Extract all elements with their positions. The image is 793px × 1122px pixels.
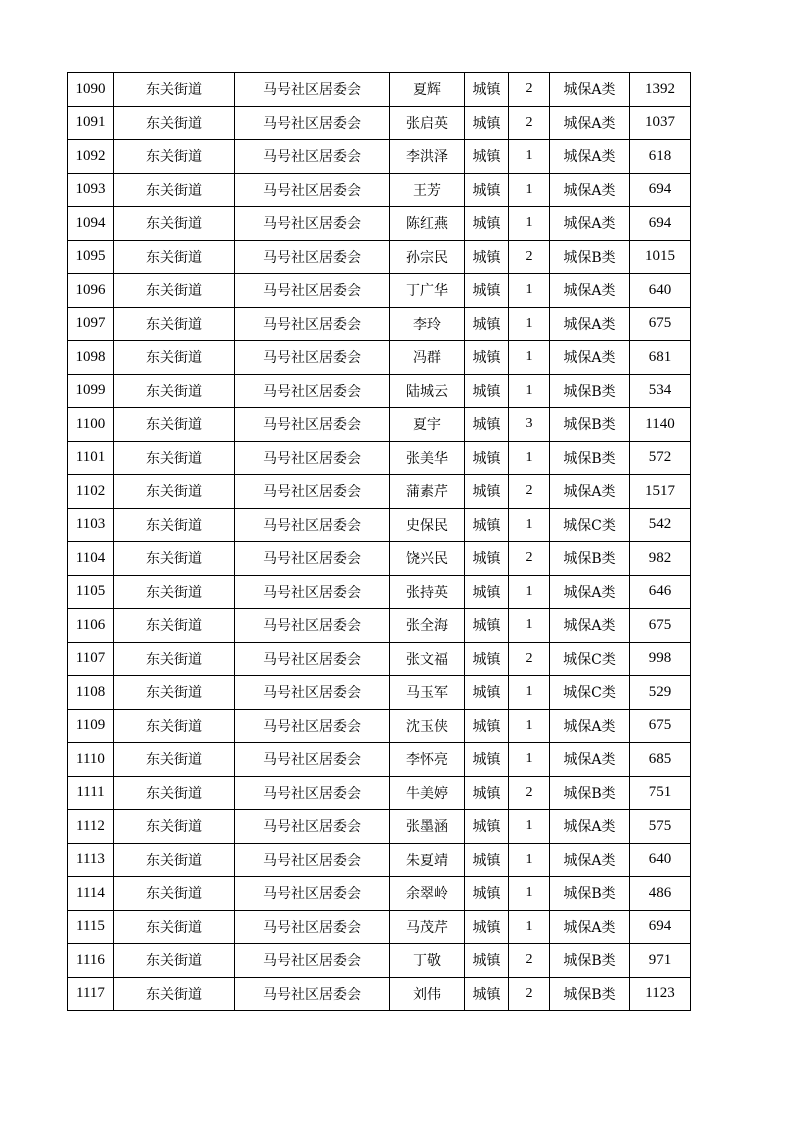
table-row (68, 843, 691, 877)
category-cell: 城保A类 (550, 173, 630, 207)
amount-cell: 529 (630, 676, 691, 710)
amount-cell: 675 (630, 307, 691, 341)
area-type-cell: 城镇 (465, 642, 509, 676)
street-cell: 东关街道 (114, 709, 235, 743)
household-size-cell: 1 (509, 274, 550, 308)
amount-cell: 694 (630, 173, 691, 207)
community-cell: 马号社区居委会 (235, 207, 390, 241)
amount-cell: 982 (630, 542, 691, 576)
area-type-cell: 城镇 (465, 441, 509, 475)
amount-cell: 685 (630, 743, 691, 777)
street-cell: 东关街道 (114, 475, 235, 509)
area-type-cell: 城镇 (465, 274, 509, 308)
name-cell: 张持英 (390, 575, 465, 609)
amount-cell: 575 (630, 810, 691, 844)
table-row (68, 73, 691, 107)
community-cell: 马号社区居委会 (235, 709, 390, 743)
area-type-cell: 城镇 (465, 207, 509, 241)
row-number-cell: 1110 (68, 743, 114, 777)
area-type-cell: 城镇 (465, 508, 509, 542)
row-number-cell: 1104 (68, 542, 114, 576)
household-size-cell: 1 (509, 140, 550, 174)
row-number-cell: 1094 (68, 207, 114, 241)
name-cell: 蒲素芹 (390, 475, 465, 509)
row-number-cell: 1106 (68, 609, 114, 643)
name-cell: 张美华 (390, 441, 465, 475)
row-number-cell: 1107 (68, 642, 114, 676)
street-cell: 东关街道 (114, 843, 235, 877)
amount-cell: 1015 (630, 240, 691, 274)
street-cell: 东关街道 (114, 140, 235, 174)
community-cell: 马号社区居委会 (235, 977, 390, 1011)
community-cell: 马号社区居委会 (235, 508, 390, 542)
name-cell: 马玉军 (390, 676, 465, 710)
community-cell: 马号社区居委会 (235, 776, 390, 810)
row-number-cell: 1101 (68, 441, 114, 475)
row-number-cell: 1100 (68, 408, 114, 442)
name-cell: 孙宗民 (390, 240, 465, 274)
table-row (68, 709, 691, 743)
area-type-cell: 城镇 (465, 542, 509, 576)
street-cell: 东关街道 (114, 542, 235, 576)
name-cell: 冯群 (390, 341, 465, 375)
row-number-cell: 1111 (68, 776, 114, 810)
community-cell: 马号社区居委会 (235, 810, 390, 844)
household-size-cell: 2 (509, 542, 550, 576)
table-row (68, 575, 691, 609)
area-type-cell: 城镇 (465, 944, 509, 978)
area-type-cell: 城镇 (465, 743, 509, 777)
area-type-cell: 城镇 (465, 240, 509, 274)
row-number-cell: 1105 (68, 575, 114, 609)
name-cell: 史保民 (390, 508, 465, 542)
category-cell: 城保C类 (550, 676, 630, 710)
community-cell: 马号社区居委会 (235, 240, 390, 274)
community-cell: 马号社区居委会 (235, 575, 390, 609)
household-size-cell: 1 (509, 609, 550, 643)
category-cell: 城保A类 (550, 575, 630, 609)
street-cell: 东关街道 (114, 341, 235, 375)
area-type-cell: 城镇 (465, 341, 509, 375)
name-cell: 张文福 (390, 642, 465, 676)
category-cell: 城保B类 (550, 542, 630, 576)
row-number-cell: 1096 (68, 274, 114, 308)
amount-cell: 1140 (630, 408, 691, 442)
community-cell: 马号社区居委会 (235, 140, 390, 174)
category-cell: 城保B类 (550, 240, 630, 274)
table-row (68, 441, 691, 475)
amount-cell: 681 (630, 341, 691, 375)
community-cell: 马号社区居委会 (235, 609, 390, 643)
community-cell: 马号社区居委会 (235, 877, 390, 911)
row-number-cell: 1109 (68, 709, 114, 743)
street-cell: 东关街道 (114, 877, 235, 911)
category-cell: 城保A类 (550, 910, 630, 944)
street-cell: 东关街道 (114, 944, 235, 978)
area-type-cell: 城镇 (465, 307, 509, 341)
table-row (68, 542, 691, 576)
amount-cell: 572 (630, 441, 691, 475)
row-number-cell: 1114 (68, 877, 114, 911)
row-number-cell: 1099 (68, 374, 114, 408)
household-size-cell: 2 (509, 944, 550, 978)
name-cell: 刘伟 (390, 977, 465, 1011)
community-cell: 马号社区居委会 (235, 408, 390, 442)
household-size-cell: 1 (509, 877, 550, 911)
area-type-cell: 城镇 (465, 475, 509, 509)
assistance-roster-table (67, 72, 691, 1011)
area-type-cell: 城镇 (465, 877, 509, 911)
street-cell: 东关街道 (114, 408, 235, 442)
community-cell: 马号社区居委会 (235, 441, 390, 475)
name-cell: 牛美婷 (390, 776, 465, 810)
name-cell: 朱夏靖 (390, 843, 465, 877)
category-cell: 城保B类 (550, 441, 630, 475)
category-cell: 城保A类 (550, 140, 630, 174)
area-type-cell: 城镇 (465, 106, 509, 140)
street-cell: 东关街道 (114, 106, 235, 140)
amount-cell: 534 (630, 374, 691, 408)
table-row (68, 307, 691, 341)
table-row (68, 877, 691, 911)
row-number-cell: 1115 (68, 910, 114, 944)
table-row (68, 508, 691, 542)
row-number-cell: 1113 (68, 843, 114, 877)
street-cell: 东关街道 (114, 743, 235, 777)
row-number-cell: 1116 (68, 944, 114, 978)
amount-cell: 646 (630, 575, 691, 609)
table-row (68, 776, 691, 810)
household-size-cell: 1 (509, 709, 550, 743)
name-cell: 夏辉 (390, 73, 465, 107)
category-cell: 城保A类 (550, 73, 630, 107)
name-cell: 张全海 (390, 609, 465, 643)
household-size-cell: 1 (509, 341, 550, 375)
household-size-cell: 1 (509, 508, 550, 542)
row-number-cell: 1095 (68, 240, 114, 274)
area-type-cell: 城镇 (465, 609, 509, 643)
name-cell: 饶兴民 (390, 542, 465, 576)
category-cell: 城保A类 (550, 475, 630, 509)
amount-cell: 618 (630, 140, 691, 174)
table-row (68, 810, 691, 844)
row-number-cell: 1097 (68, 307, 114, 341)
name-cell: 李洪泽 (390, 140, 465, 174)
household-size-cell: 2 (509, 642, 550, 676)
amount-cell: 1037 (630, 106, 691, 140)
row-number-cell: 1112 (68, 810, 114, 844)
street-cell: 东关街道 (114, 977, 235, 1011)
community-cell: 马号社区居委会 (235, 73, 390, 107)
name-cell: 张墨涵 (390, 810, 465, 844)
household-size-cell: 1 (509, 743, 550, 777)
household-size-cell: 1 (509, 676, 550, 710)
category-cell: 城保B类 (550, 944, 630, 978)
household-size-cell: 1 (509, 843, 550, 877)
category-cell: 城保B类 (550, 776, 630, 810)
category-cell: 城保A类 (550, 341, 630, 375)
category-cell: 城保B类 (550, 374, 630, 408)
amount-cell: 542 (630, 508, 691, 542)
name-cell: 夏宇 (390, 408, 465, 442)
household-size-cell: 1 (509, 207, 550, 241)
name-cell: 李玲 (390, 307, 465, 341)
table-row (68, 173, 691, 207)
table-row (68, 642, 691, 676)
amount-cell: 998 (630, 642, 691, 676)
amount-cell: 640 (630, 274, 691, 308)
street-cell: 东关街道 (114, 642, 235, 676)
community-cell: 马号社区居委会 (235, 743, 390, 777)
row-number-cell: 1098 (68, 341, 114, 375)
household-size-cell: 1 (509, 441, 550, 475)
name-cell: 李怀亮 (390, 743, 465, 777)
area-type-cell: 城镇 (465, 408, 509, 442)
table-row (68, 944, 691, 978)
community-cell: 马号社区居委会 (235, 374, 390, 408)
area-type-cell: 城镇 (465, 910, 509, 944)
category-cell: 城保A类 (550, 609, 630, 643)
category-cell: 城保A类 (550, 810, 630, 844)
table-row (68, 106, 691, 140)
category-cell: 城保A类 (550, 709, 630, 743)
area-type-cell: 城镇 (465, 575, 509, 609)
household-size-cell: 2 (509, 776, 550, 810)
street-cell: 东关街道 (114, 609, 235, 643)
household-size-cell: 1 (509, 575, 550, 609)
table-row (68, 475, 691, 509)
community-cell: 马号社区居委会 (235, 106, 390, 140)
row-number-cell: 1093 (68, 173, 114, 207)
community-cell: 马号社区居委会 (235, 173, 390, 207)
name-cell: 张启英 (390, 106, 465, 140)
area-type-cell: 城镇 (465, 173, 509, 207)
row-number-cell: 1103 (68, 508, 114, 542)
community-cell: 马号社区居委会 (235, 843, 390, 877)
row-number-cell: 1090 (68, 73, 114, 107)
table-row (68, 408, 691, 442)
category-cell: 城保A类 (550, 743, 630, 777)
table-row (68, 374, 691, 408)
category-cell: 城保B类 (550, 408, 630, 442)
table-row (68, 274, 691, 308)
name-cell: 王芳 (390, 173, 465, 207)
area-type-cell: 城镇 (465, 676, 509, 710)
amount-cell: 640 (630, 843, 691, 877)
street-cell: 东关街道 (114, 307, 235, 341)
table-body (68, 73, 691, 1011)
household-size-cell: 2 (509, 977, 550, 1011)
area-type-cell: 城镇 (465, 843, 509, 877)
community-cell: 马号社区居委会 (235, 910, 390, 944)
table-row (68, 207, 691, 241)
amount-cell: 1392 (630, 73, 691, 107)
name-cell: 丁广华 (390, 274, 465, 308)
category-cell: 城保C类 (550, 642, 630, 676)
street-cell: 东关街道 (114, 207, 235, 241)
street-cell: 东关街道 (114, 441, 235, 475)
household-size-cell: 2 (509, 73, 550, 107)
community-cell: 马号社区居委会 (235, 307, 390, 341)
household-size-cell: 3 (509, 408, 550, 442)
row-number-cell: 1108 (68, 676, 114, 710)
household-size-cell: 2 (509, 240, 550, 274)
household-size-cell: 1 (509, 810, 550, 844)
category-cell: 城保C类 (550, 508, 630, 542)
category-cell: 城保A类 (550, 274, 630, 308)
name-cell: 陈红燕 (390, 207, 465, 241)
street-cell: 东关街道 (114, 676, 235, 710)
table-row (68, 341, 691, 375)
table-row (68, 240, 691, 274)
table-row (68, 743, 691, 777)
amount-cell: 694 (630, 910, 691, 944)
table-row (68, 676, 691, 710)
name-cell: 丁敬 (390, 944, 465, 978)
area-type-cell: 城镇 (465, 374, 509, 408)
amount-cell: 486 (630, 877, 691, 911)
street-cell: 东关街道 (114, 810, 235, 844)
category-cell: 城保B类 (550, 977, 630, 1011)
category-cell: 城保B类 (550, 877, 630, 911)
area-type-cell: 城镇 (465, 73, 509, 107)
table-row (68, 910, 691, 944)
area-type-cell: 城镇 (465, 140, 509, 174)
community-cell: 马号社区居委会 (235, 944, 390, 978)
community-cell: 马号社区居委会 (235, 341, 390, 375)
category-cell: 城保A类 (550, 843, 630, 877)
street-cell: 东关街道 (114, 508, 235, 542)
row-number-cell: 1102 (68, 475, 114, 509)
area-type-cell: 城镇 (465, 810, 509, 844)
street-cell: 东关街道 (114, 240, 235, 274)
street-cell: 东关街道 (114, 575, 235, 609)
table-row (68, 977, 691, 1011)
amount-cell: 751 (630, 776, 691, 810)
community-cell: 马号社区居委会 (235, 274, 390, 308)
street-cell: 东关街道 (114, 274, 235, 308)
household-size-cell: 1 (509, 374, 550, 408)
category-cell: 城保A类 (550, 307, 630, 341)
community-cell: 马号社区居委会 (235, 475, 390, 509)
household-size-cell: 2 (509, 475, 550, 509)
amount-cell: 694 (630, 207, 691, 241)
street-cell: 东关街道 (114, 73, 235, 107)
amount-cell: 1517 (630, 475, 691, 509)
household-size-cell: 1 (509, 307, 550, 341)
community-cell: 马号社区居委会 (235, 642, 390, 676)
household-size-cell: 2 (509, 106, 550, 140)
area-type-cell: 城镇 (465, 709, 509, 743)
name-cell: 沈玉侠 (390, 709, 465, 743)
street-cell: 东关街道 (114, 173, 235, 207)
area-type-cell: 城镇 (465, 776, 509, 810)
street-cell: 东关街道 (114, 776, 235, 810)
amount-cell: 675 (630, 709, 691, 743)
street-cell: 东关街道 (114, 910, 235, 944)
table-row (68, 140, 691, 174)
name-cell: 陆城云 (390, 374, 465, 408)
row-number-cell: 1091 (68, 106, 114, 140)
household-size-cell: 1 (509, 173, 550, 207)
amount-cell: 971 (630, 944, 691, 978)
category-cell: 城保A类 (550, 207, 630, 241)
street-cell: 东关街道 (114, 374, 235, 408)
row-number-cell: 1092 (68, 140, 114, 174)
area-type-cell: 城镇 (465, 977, 509, 1011)
name-cell: 马茂芹 (390, 910, 465, 944)
name-cell: 余翠岭 (390, 877, 465, 911)
table-row (68, 609, 691, 643)
community-cell: 马号社区居委会 (235, 542, 390, 576)
household-size-cell: 1 (509, 910, 550, 944)
amount-cell: 675 (630, 609, 691, 643)
row-number-cell: 1117 (68, 977, 114, 1011)
category-cell: 城保A类 (550, 106, 630, 140)
community-cell: 马号社区居委会 (235, 676, 390, 710)
amount-cell: 1123 (630, 977, 691, 1011)
